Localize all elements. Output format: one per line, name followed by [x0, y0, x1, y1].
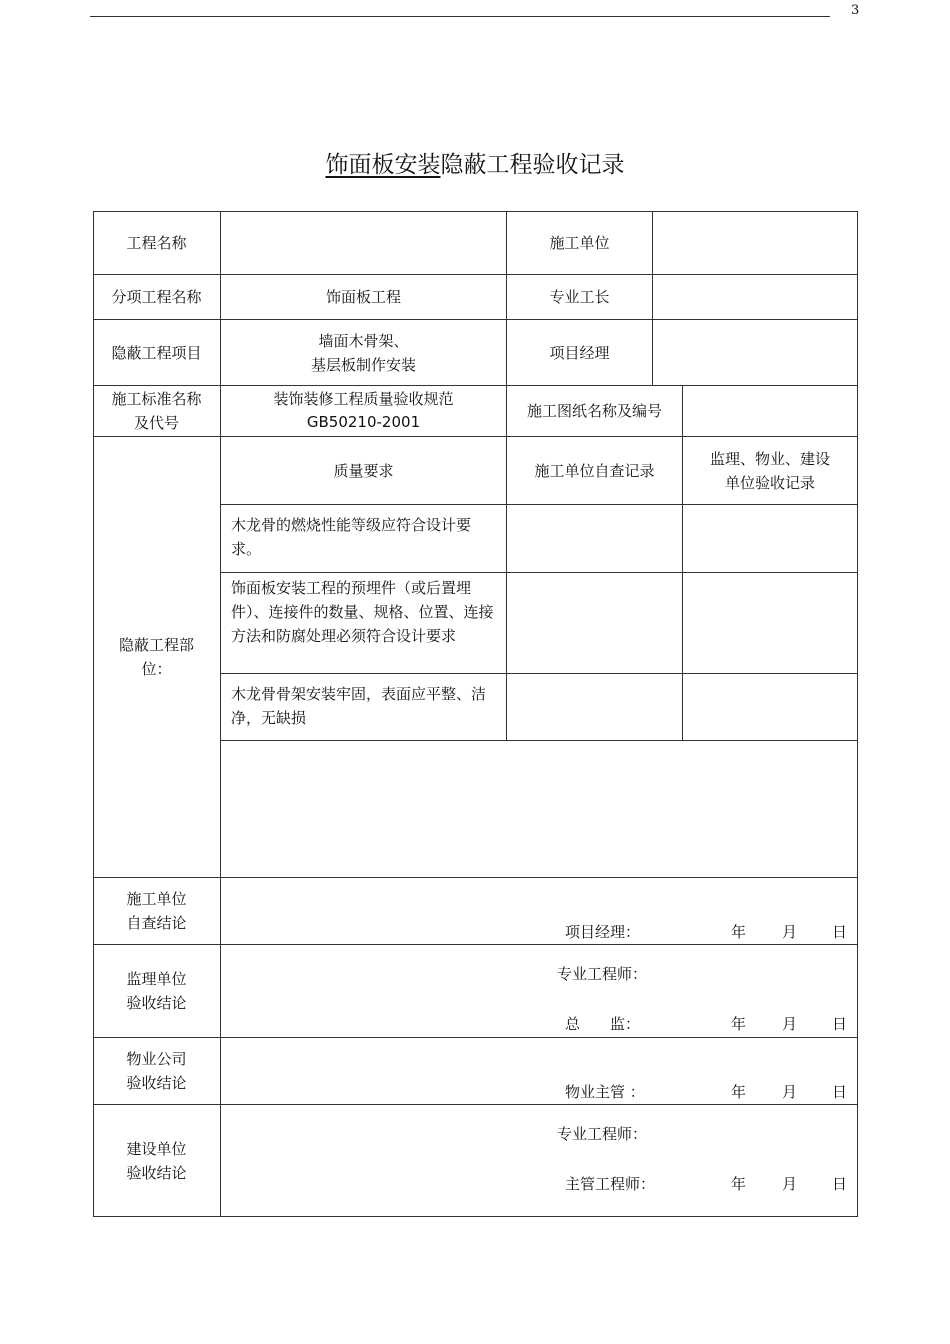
property-conclusion-label-line2: 验收结论 [126, 1074, 187, 1092]
supervision-conclusion-label-line1: 监理单位 [126, 970, 187, 988]
construction-pm-sign: 项目经理： [565, 923, 641, 941]
page-number: 3 [851, 3, 860, 18]
title-underlined: 饰面板安装 [325, 152, 441, 178]
construction-month: 月 [782, 923, 798, 941]
owner-day: 日 [832, 1175, 848, 1193]
hidden-item-value-line2: 基层板制作安装 [310, 355, 416, 374]
property-day: 日 [832, 1083, 848, 1101]
sub-project-value[interactable]: 饰面板工程 [325, 288, 401, 306]
supervision-year: 年 [731, 1015, 747, 1033]
owner-chief-sign: 主管工程师： [565, 1175, 656, 1193]
standard-value[interactable] [221, 386, 506, 436]
hidden-item-value[interactable] [221, 320, 506, 385]
self-check-cell[interactable] [507, 674, 682, 740]
hidden-part-label-line1: 隐蔽工程部 [118, 636, 194, 654]
construction-conclusion-label-line2: 自查结论 [126, 914, 187, 932]
header-supervision-line1: 监理、物业、建设 [709, 449, 830, 468]
owner-conclusion-label [93, 1105, 220, 1216]
construction-conclusion-label [93, 878, 220, 944]
owner-year: 年 [731, 1175, 747, 1193]
drawing-value[interactable] [683, 386, 857, 436]
supervision-conclusion-label-line2: 验收结论 [126, 994, 187, 1012]
quality-item: 饰面板安装工程的预埋件（或后置埋件）、连接件的数量、规格、位置、连接方法和防腐处理必须符合设计要求 [231, 579, 494, 645]
owner-conclusion-label-line2: 验收结论 [126, 1163, 187, 1182]
property-year: 年 [731, 1083, 747, 1101]
hidden-part-label-line2: 位： [141, 660, 172, 678]
acceptance-form-table [93, 211, 858, 1217]
title-rest: 隐蔽工程验收记录 [440, 152, 625, 178]
supervision-engineer-sign: 专业工程师： [557, 965, 648, 983]
construction-unit-value[interactable] [653, 211, 857, 274]
sub-project-label: 分项工程名称 [111, 288, 202, 306]
standard-value-line2: GB50210-2001 [306, 413, 421, 431]
supervision-cell[interactable] [683, 674, 857, 740]
standard-label-line2: 及代号 [133, 414, 179, 432]
page-title [0, 146, 950, 179]
project-name-value[interactable] [221, 211, 506, 274]
header-rule [90, 16, 830, 17]
header-supervision-line2: 单位验收记录 [724, 473, 815, 492]
owner-engineer-sign: 专业工程师： [557, 1125, 648, 1143]
project-name-label: 工程名称 [126, 233, 187, 252]
property-manager-sign: 物业主管 ： [565, 1083, 645, 1101]
hidden-part-notes[interactable] [221, 741, 857, 877]
construction-day: 日 [832, 923, 848, 941]
header-requirement: 质量要求 [333, 461, 394, 480]
pm-value[interactable] [653, 320, 857, 385]
standard-label [93, 386, 220, 436]
quality-item: 木龙骨的燃烧性能等级应符合设计要求。 [231, 516, 472, 558]
supervision-chief-sign: 总 监： [565, 1015, 641, 1033]
construction-conclusion-label-line1: 施工单位 [126, 890, 187, 908]
supervision-cell[interactable] [683, 505, 857, 572]
header-self-check: 施工单位自查记录 [534, 461, 655, 480]
standard-label-line1: 施工标准名称 [111, 390, 202, 408]
self-check-cell[interactable] [507, 573, 682, 673]
foreman-label: 专业工长 [549, 288, 610, 306]
supervision-cell[interactable] [683, 573, 857, 673]
pm-label: 项目经理 [549, 343, 610, 362]
supervision-day: 日 [832, 1015, 848, 1033]
header-supervision [683, 437, 857, 504]
drawing-label: 施工图纸名称及编号 [526, 402, 662, 420]
owner-conclusion-label-line1: 建设单位 [126, 1139, 187, 1158]
property-month: 月 [782, 1083, 798, 1101]
property-conclusion-label [93, 1038, 220, 1104]
construction-year: 年 [731, 923, 747, 941]
hidden-item-value-line1: 墙面木骨架、 [318, 331, 409, 350]
construction-unit-label: 施工单位 [549, 233, 610, 252]
property-conclusion-label-line1: 物业公司 [126, 1050, 187, 1068]
quality-item: 木龙骨骨架安装牢固，表面应平整、洁净，无缺损 [231, 685, 487, 727]
standard-value-line1: 装饰装修工程质量验收规范 [273, 390, 454, 408]
owner-month: 月 [782, 1175, 798, 1193]
foreman-value[interactable] [653, 275, 857, 319]
self-check-cell[interactable] [507, 505, 682, 572]
hidden-part-label [93, 437, 220, 877]
supervision-conclusion-label [93, 945, 220, 1037]
supervision-month: 月 [782, 1015, 798, 1033]
hidden-item-label: 隐蔽工程项目 [111, 343, 202, 362]
